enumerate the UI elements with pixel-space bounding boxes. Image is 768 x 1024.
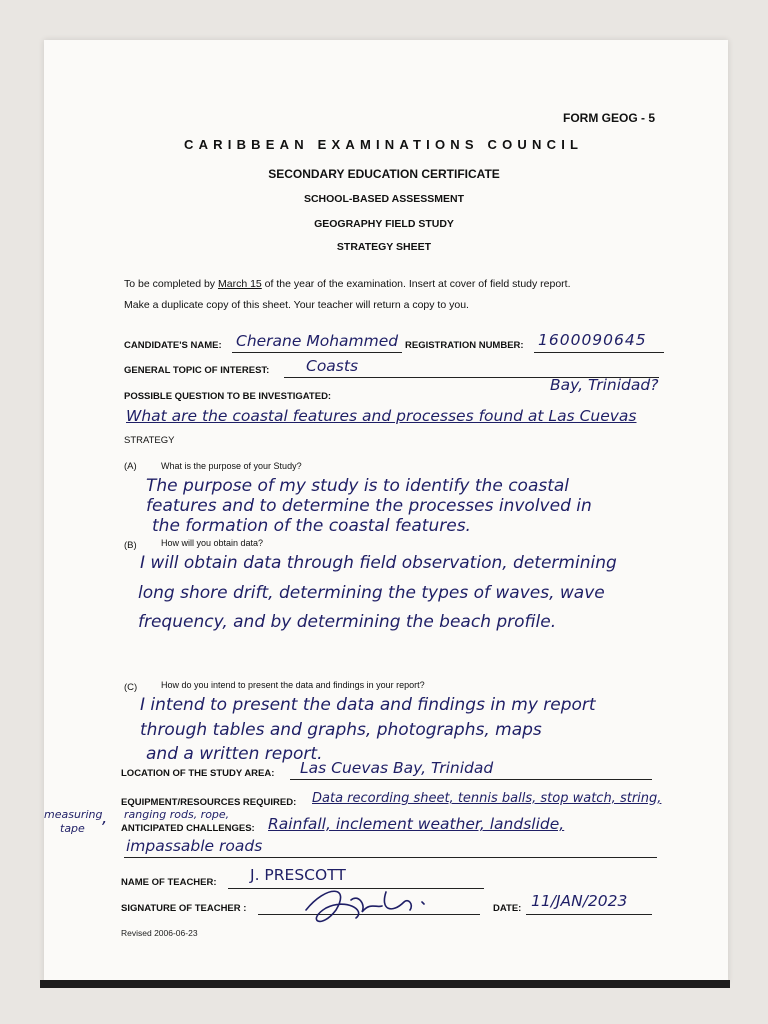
section-a-answer-line[interactable]: the formation of the coastal features. (152, 516, 471, 536)
section-b-answer-line[interactable]: I will obtain data through field observation, determining (140, 553, 617, 573)
page-edge-strip (40, 980, 730, 988)
section-a-prompt: What is the purpose of your Study? (161, 461, 302, 471)
challenges-value[interactable]: Rainfall, inclement weather, landslide, (268, 815, 565, 833)
instruction-line-1: To be completed by March 15 of the year of the examination. Insert at cover of field study report. (124, 278, 571, 290)
question-value-end[interactable]: Bay, Trinidad? (550, 376, 659, 394)
candidate-name-label: CANDIDATE'S NAME: (124, 340, 222, 351)
registration-value[interactable]: 1600090645 (538, 331, 647, 349)
section-c-answer-line[interactable]: and a written report. (146, 744, 323, 764)
equipment-margin-note[interactable]: measuring (44, 808, 103, 821)
council-title: CARIBBEAN EXAMINATIONS COUNCIL (184, 137, 584, 152)
section-b-answer-line[interactable]: long shore drift, determining the types of waves, wave (138, 583, 605, 603)
section-b-letter: (B) (124, 540, 137, 551)
teacher-name-label: NAME OF TEACHER: (121, 877, 217, 888)
section-a-answer-line[interactable]: features and to determine the processes involved in (146, 496, 592, 516)
form-number: FORM GEOG - 5 (563, 111, 656, 125)
equipment-margin-note[interactable]: tape (60, 822, 85, 835)
question-value[interactable]: What are the coastal features and processes found at Las Cuevas (126, 407, 637, 425)
topic-label: GENERAL TOPIC OF INTEREST: (124, 365, 270, 376)
strategy-label: STRATEGY (124, 435, 175, 446)
location-value[interactable]: Las Cuevas Bay, Trinidad (300, 759, 494, 777)
section-c-prompt: How do you intend to present the data and findings in your report? (161, 680, 425, 690)
signature-label: SIGNATURE OF TEACHER : (121, 903, 247, 914)
section-c-answer-line[interactable]: I intend to present the data and findings in my report (140, 695, 596, 715)
section-c-answer-line[interactable]: through tables and graphs, photographs, maps (140, 720, 542, 740)
section-a-answer-line[interactable]: The purpose of my study is to identify the coastal (146, 476, 570, 496)
section-b-prompt: How will you obtain data? (161, 538, 264, 548)
date-value[interactable]: 11/JAN/2023 (531, 892, 628, 910)
instruction-line-2: Make a duplicate copy of this sheet. Your teacher will return a copy to you. (124, 299, 469, 311)
teacher-signature[interactable] (296, 880, 446, 930)
section-c-letter: (C) (124, 682, 138, 693)
equipment-value[interactable]: Data recording sheet, tennis balls, stop watch, string, (312, 791, 662, 806)
section-a-letter: (A) (124, 461, 137, 472)
topic-value[interactable]: Coasts (306, 357, 359, 375)
challenges-value-continued[interactable]: impassable roads (126, 837, 263, 855)
date-label: DATE: (493, 903, 522, 914)
heading-certificate: SECONDARY EDUCATION CERTIFICATE (268, 167, 500, 181)
equipment-margin-comma: , (102, 808, 108, 828)
question-label: POSSIBLE QUESTION TO BE INVESTIGATED: (124, 391, 332, 402)
heading-field-study: GEOGRAPHY FIELD STUDY (314, 218, 454, 230)
challenges-label: ANTICIPATED CHALLENGES: (121, 823, 255, 834)
teacher-name-value[interactable]: J. PRESCOTT (250, 866, 346, 884)
revision-note: Revised 2006-06-23 (121, 928, 198, 938)
heading-strategy-sheet: STRATEGY SHEET (336, 241, 432, 253)
equipment-label: EQUIPMENT/RESOURCES REQUIRED: (121, 797, 297, 808)
equipment-value-continued[interactable]: ranging rods, rope, (124, 808, 230, 821)
deadline: March 15 (217, 278, 262, 290)
location-label: LOCATION OF THE STUDY AREA: (121, 768, 275, 779)
registration-label: REGISTRATION NUMBER: (405, 340, 524, 351)
heading-assessment: SCHOOL-BASED ASSESSMENT (303, 193, 465, 205)
section-b-answer-line[interactable]: frequency, and by determining the beach profile. (138, 612, 557, 632)
candidate-name-value[interactable]: Cherane Mohammed (236, 332, 399, 350)
